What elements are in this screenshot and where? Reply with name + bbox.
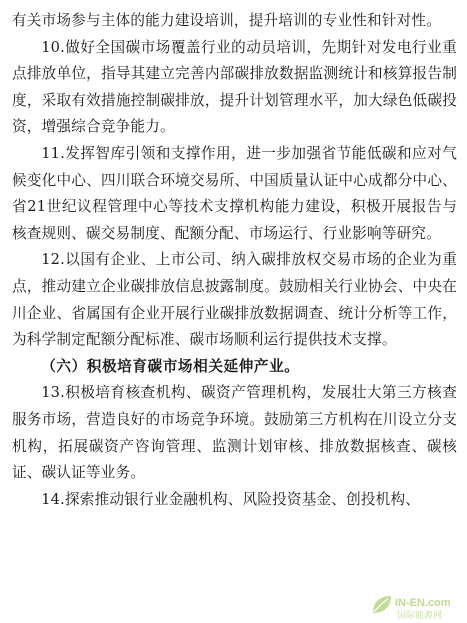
paragraph-item-14: 14.探索推动银行业金融机构、风险投资基金、创投机构、 [41, 490, 421, 508]
paragraph-continuation: 有关市场参与主体的能力建设培训，提升培训的专业性和针对性。 [12, 12, 442, 29]
paragraph-item-13: 13.积极培育核查机构、碳资产管理机构，发展壮大第三方核查服务市场，营造良好的市场竞争环境。鼓励第三方机构在川设立分支机构，拓展碳资产咨询管理、监测计划审核、排放数据核查、碳核证、碳认证等业务。 [12, 384, 457, 482]
paragraph-item-11: 11.发挥智库引领和支撑作用，进一步加强省节能低碳和应对气候变化中心、四川联合环境交易所、中国质量认证中心成都分中心、省21世纪议程管理中心等技术支撑机构能力建设，积极开展报告与核查规则、碳交易制度、配额分配、市场运行、行业影响等研究。 [12, 144, 457, 242]
watermark-subtext: 国际能源网 [397, 611, 443, 621]
paragraph-item-12: 12.以国有企业、上市公司、纳入碳排放权交易市场的企业为重点，推动建立企业碳排放信息披露制度。鼓励相关行业协会、中央在川企业、省属国有企业开展行业碳排放数据调查、统计分析等工作，为科学制定配额分配标准、碳市场顺利运行提供技术支撑。 [12, 251, 457, 349]
watermark-text: IN-EN.com [395, 597, 451, 609]
paragraph-item-10: 10.做好全国碳市场覆盖行业的动员培训，先期针对发电行业重点排放单位，指导其建立完善内部碳排放数据监测统计和核算报告制度，采取有效措施控制碳排放，提升计划管理水平，加大绿色低碳投资，增强综合竞争能力。 [12, 38, 457, 136]
section-heading: （六）积极培育碳市场相关延伸产业。 [41, 357, 300, 375]
